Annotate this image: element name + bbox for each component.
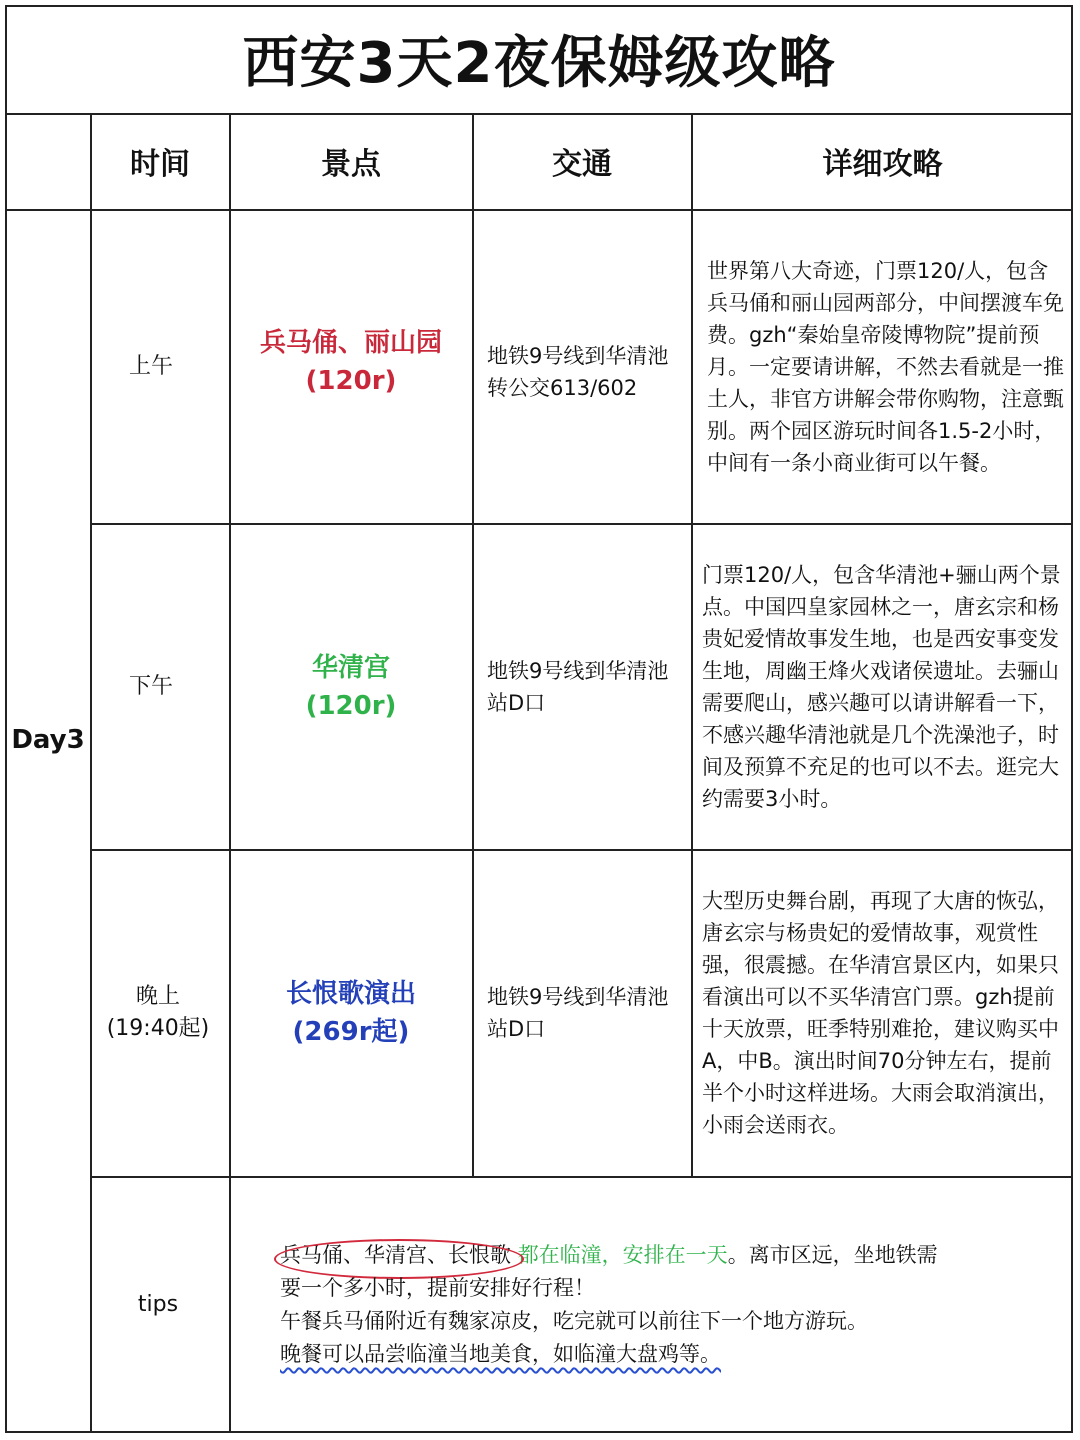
row2-detail-text: 门票120/人，包含华清池+骊山两个景点。中国四皇家园林之一，唐玄宗和杨贵妃爱情故事发生地，也是西安事变发生地，周幽王烽火戏诸侯遗址。去骊山需要爬山，感兴趣可以请讲解看一下，不感兴趣华清池就是几个洗澡池子，时间及预算不充足的也可以不去。逛完大约需要3小时。 <box>702 562 1061 811</box>
row2-spot-price: (120r) <box>305 690 397 721</box>
tips-green-text: 都在临潼，安排在一天 <box>517 1243 728 1267</box>
row2-spot-name: 华清宫 <box>311 652 390 683</box>
header-spot: 景点 <box>321 147 381 182</box>
tips-label-cell <box>91 1177 225 1433</box>
header-transport: 交通 <box>552 147 612 182</box>
row3-transport-text: 地铁9号线到华清池站D口 <box>487 985 669 1041</box>
row1-time <box>91 210 211 523</box>
header-detail: 详细攻略 <box>822 147 943 182</box>
page-title: 西安3天2夜保姆级攻略 <box>242 31 836 96</box>
row1-transport-text: 地铁9号线到华清池转公交613/602 <box>487 343 669 400</box>
day-label: Day3 <box>11 725 85 755</box>
row1-detail <box>697 210 1073 523</box>
row1-detail-text: 世界第八大奇迹，门票120/人，包含兵马俑和丽山园两部分，中间摆渡车免费。gzh“秦始皇帝陵博物院”提前预月。一定要请讲解，不然去看就是一推土人，非官方讲解会带你购物，注意甄别。两个园区游玩时间各1.5-2小时，中间有一条小商业街可以午餐。 <box>707 258 1064 475</box>
tips-content <box>230 1177 1073 1433</box>
row3-spot-name: 长恨歌演出 <box>285 979 416 1009</box>
row2-transport-text: 地铁9号线到华清池站D口 <box>487 658 669 715</box>
tips-circled-text <box>280 1243 518 1267</box>
row1-spot-price: (120r) <box>305 365 397 396</box>
row2-time-text: 下午 <box>128 673 173 699</box>
tips-circled-label: 兵马俑、华清宫、长恨歌 <box>280 1243 511 1267</box>
row3-time-sub: (19:40起) <box>106 1016 210 1041</box>
tips-line1-rest: 。离市区远，坐地铁需 <box>727 1243 938 1267</box>
row1-time-text: 上午 <box>128 353 173 379</box>
row1-spot <box>230 200 472 523</box>
row2-transport <box>473 524 691 849</box>
tips-label: tips <box>137 1292 179 1317</box>
row3-transport <box>473 850 691 1176</box>
tips-line4-text: 晚餐可以品尝临潼当地美食，如临潼大盘鸡等。 <box>280 1342 721 1366</box>
tips-line-2: 要一个多小时，提前安排好行程！ <box>280 1276 595 1300</box>
row2-spot <box>230 524 472 849</box>
row3-time-text: 晚上 <box>135 984 180 1009</box>
row3-detail <box>692 850 1073 1176</box>
tips-line-1 <box>280 1239 938 1272</box>
row3-spot-price: (269r起) <box>292 1017 410 1047</box>
row2-time <box>91 524 211 849</box>
tips-line-4 <box>280 1338 938 1371</box>
row2-detail <box>692 524 1073 849</box>
header-time: 时间 <box>130 147 190 182</box>
row3-spot <box>230 850 472 1176</box>
row1-spot-name: 兵马俑、丽山园 <box>259 327 442 358</box>
row3-detail-text: 大型历史舞台剧，再现了大唐的恢弘，唐玄宗与杨贵妃的爱情故事，观赏性强，很震撼。在华清宫景区内，如果只看演出可以不买华清宫门票。gzh提前十天放票，旺季特别难抢，建议购买中A，中B。演出时间70分钟左右，提前半个小时这样进场。大雨会取消演出，小雨会送雨衣。 <box>702 889 1059 1137</box>
row1-transport <box>473 210 691 533</box>
tips-line-3: 午餐兵马俑附近有魏家凉皮，吃完就可以前往下一个地方游玩。 <box>280 1309 868 1333</box>
row3-time <box>91 850 225 1176</box>
